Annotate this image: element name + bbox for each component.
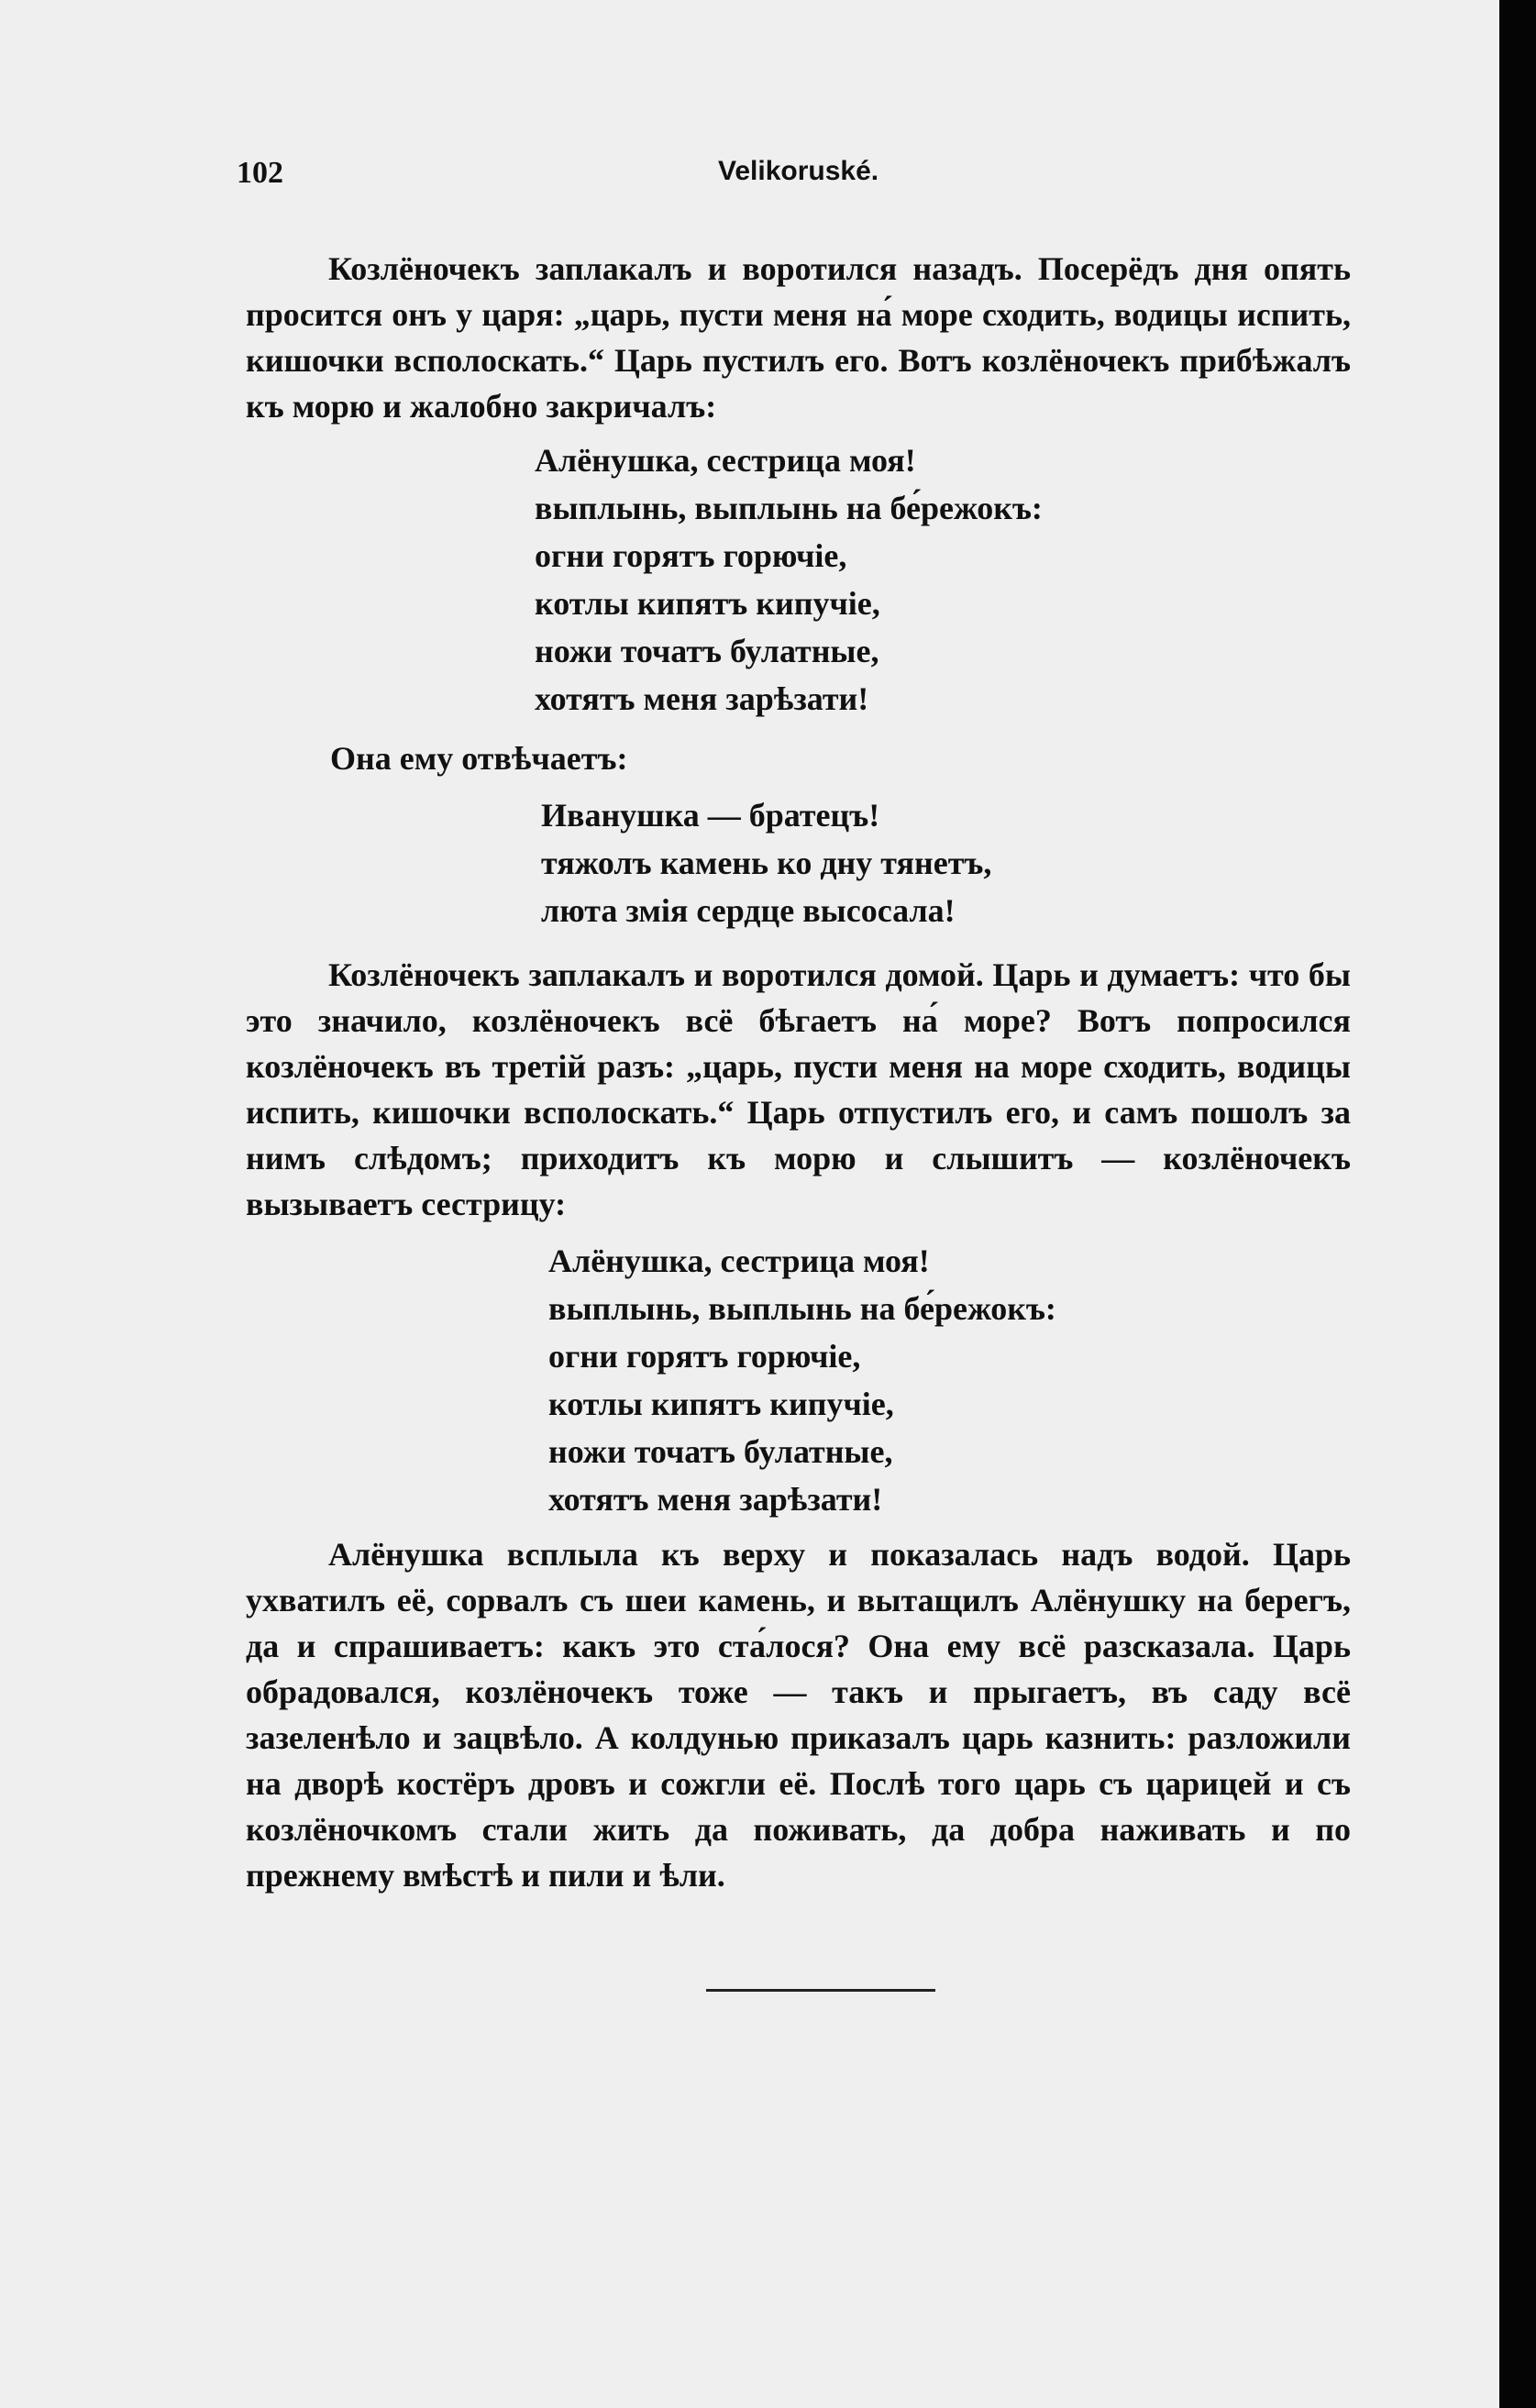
paragraph-2: Она ему отвѣчаетъ: [330,740,628,777]
verse-line: котлы кипятъ кипучіе, [535,585,880,622]
paragraph-4: Алёнушка всплыла къ верху и показалась надъ водой. Царь ухватилъ её, сорвалъ съ шеи камень, и вытащилъ Алёнушку на берегъ, да и спрашиваетъ: какъ это ста́лося? Она ему всё разсказала. Царь обрадовался, козлёночекъ тоже — такъ и прыгаетъ, въ саду всё зазеленѣло и зацвѣло. А колдунью приказалъ царь казнить: разложили на дворѣ костёръ дровъ и сожгли её. Послѣ того царь съ царицей и съ козлёночкомъ стали жить да поживать, да добра наживать и по прежнему вмѣстѣ и пили и ѣли. [246,1536,1351,1894]
page-number: 102 [237,156,283,190]
end-rule [706,1989,935,1992]
verse-line: котлы кипятъ кипучіе, [548,1386,894,1422]
verse-line: хотятъ меня зарѣзати! [548,1481,883,1518]
verse-line: хотятъ меня зарѣзати! [535,680,869,717]
verse-line: огни горятъ горючіе, [535,537,847,574]
verse-3 [548,1237,1056,1523]
verse-line: ножи точатъ булатные, [535,633,879,669]
verse-line: выплынь, выплынь на бе́режокъ: [535,490,1043,526]
verse-line: Алёнушка, сестрица моя! [535,442,916,479]
verse-2 [541,791,991,934]
scan-edge [1499,0,1536,2408]
paragraph-1: Козлёночекъ заплакалъ и воротился назадъ. Посерёдъ дня опять просится онъ у царя: „царь, пусти меня на́ море сходить, водицы испить, кишочки всполоскать.“ Царь пустилъ его. Вотъ козлёночекъ прибѣжалъ къ морю и жалобно закричалъ: [246,250,1351,425]
verse-line: люта змія сердце высосала! [541,892,956,929]
paragraph-3: Козлёночекъ заплакалъ и воротился домой. Царь и думаетъ: что бы это значило, козлёночекъ всё бѣгаетъ на́ море? Вотъ попросился козлёночекъ въ третій разъ: „царь, пусти меня на море сходить, водицы испить, кишочки всполоскать.“ Царь отпустилъ его, и самъ пошолъ за нимъ слѣдомъ; приходитъ къ морю и слышитъ — козлёночекъ вызываетъ сестрицу: [246,956,1351,1222]
verse-line: ножи точатъ булатные, [548,1433,893,1470]
running-head: Velikoruské. [718,156,879,186]
verse-line: Иванушка — братецъ! [541,797,880,834]
verse-line: выплынь, выплынь на бе́режокъ: [548,1290,1056,1327]
page-header [237,156,1337,202]
verse-line: огни горятъ горючіе, [548,1338,861,1375]
verse-line: тяжолъ камень ко дну тянетъ, [541,845,992,881]
verse-line: Алёнушка, сестрица моя! [548,1243,930,1279]
verse-1 [535,436,1043,723]
